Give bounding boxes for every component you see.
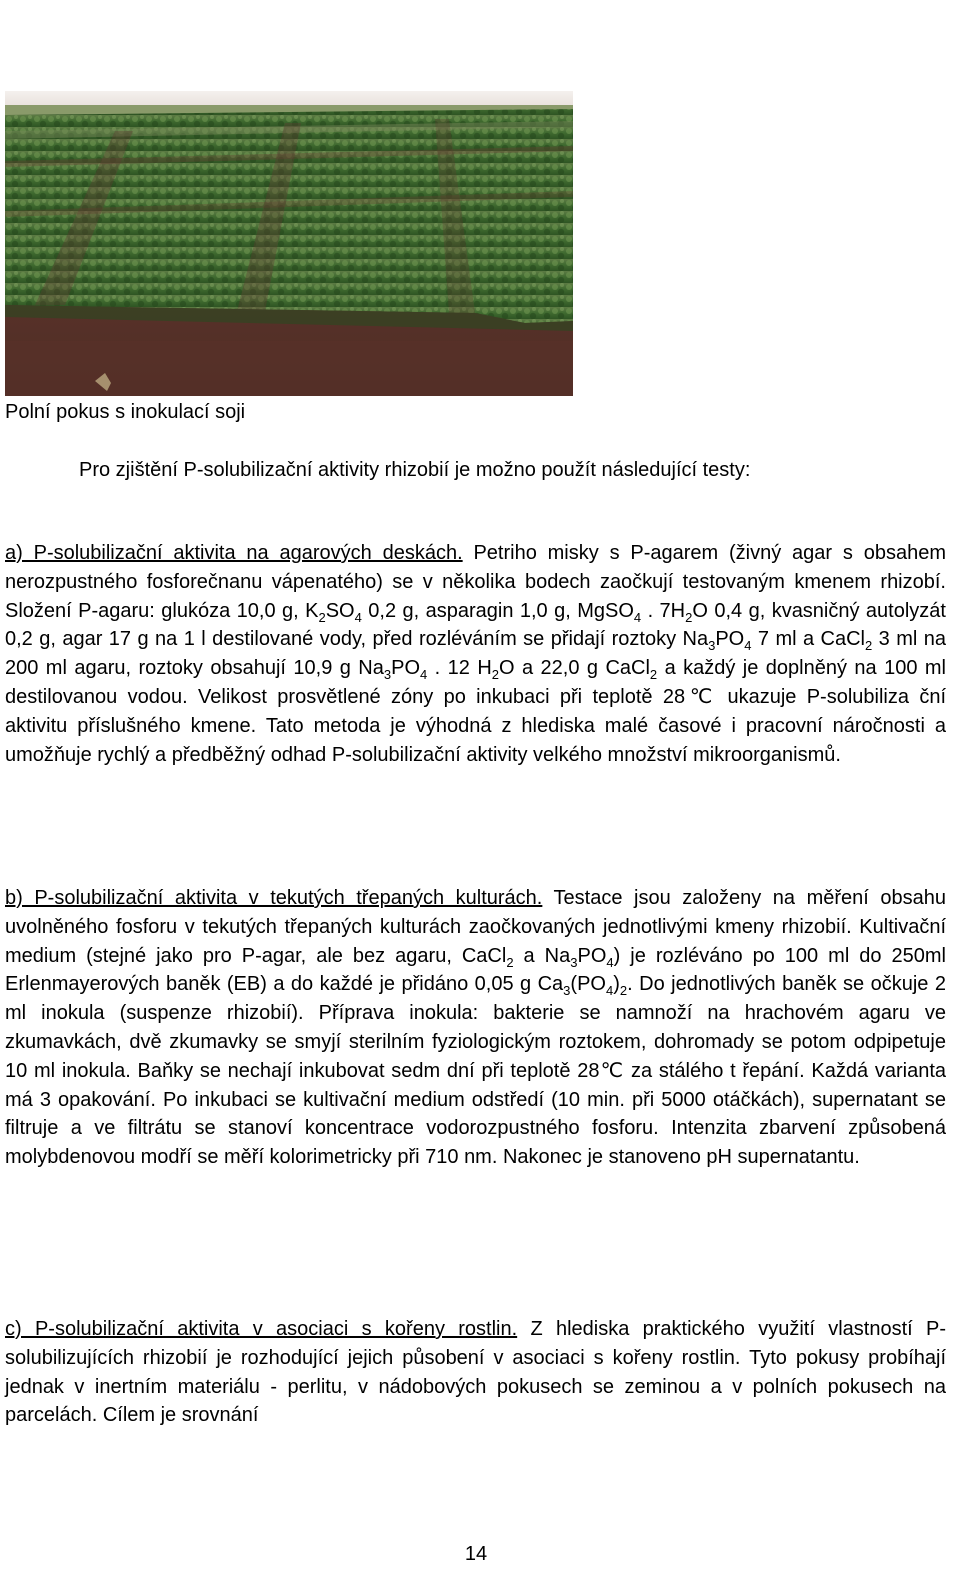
photo-caption: Polní pokus s inokulací soji — [5, 401, 246, 423]
section-a-heading: a) P-solubilizační aktivita na agarových deskách. — [5, 542, 463, 564]
page-number: 14 — [464, 1543, 488, 1565]
section-c-paragraph: c) P-solubilizační aktivita v asociaci s kořeny rostlin. Z hlediska praktického využití vlastností P-solubilizujících rhizobií je rozhodující jejich působení v asociaci s kořeny rostlin. Tyto pokusy probíhají jednak v inertním materiálu - perlitu, v nádobových pokusech se zeminou a v polních pokusech na parcelách. Cílem je srovnání — [5, 1318, 946, 1427]
field-trial-photo — [5, 91, 573, 396]
section-c-heading: c) P-solubilizační aktivita v asociaci s kořeny rostlin. — [5, 1318, 518, 1340]
section-b-heading: b) P-solubilizační aktivita v tekutých třepaných kulturách. — [5, 887, 543, 909]
intro-text: Pro zjištění P-solubilizační aktivity rhizobií je možno použít následující testy: — [79, 459, 751, 481]
section-a-paragraph: a) P-solubilizační aktivita na agarových deskách. Petriho misky s P-agarem (živný agar s obsahem nerozpustného fosforečnanu vápenatého) se v několika bodech zaočkují testovaným kmenem rhizobí. Složení P-agaru: glukóza 10,0 g, $K_2SO_4$ 0,2 g, asparagin 1,0 g, MgSO$_4$ . $7H_2O$ 0,4 g, kvasničný autolyzát 0,2 g, agar 17 g na 1 l destilované vody, před rozléváním se přidají roztoky $Na_3PO_4$ 7 ml a CaCl$_2$ 3 ml na 200 ml agaru, roztoky obsahují 10,9 g $Na_3PO_4$ . 12 $H_2O$ a 22,0 g CaCl$_2$ a každý je doplněný na 100 ml destilovanou vodou. Velikost prosvětlené zóny po inkubaci při teplotě 28℃ ukazuje P-solubiliza ční aktivitu příslušného kmene. Tato metoda je výhodná z hlediska malé časové i pracovní náročnosti a umožňuje rychlý a předběžný odhad P-solubilizační aktivity velkého množství mikroorganismů. — [5, 542, 946, 766]
section-b-paragraph: b) P-solubilizační aktivita v tekutých třepaných kulturách. Testace jsou založeny na měření obsahu uvolněného fosforu v tekutých třepaných kulturách zaočkovaných jednotlivými kmeny rhizobií. Kultivační medium (stejné jako pro P-agar, ale bez agaru, CaCl$_2$ a $Na_3PO_4$) je rozléváno po 100 ml do 250ml Erlenmayerových baněk (EB) a do každé je přidáno 0,05 g $Ca_3(PO_4)_2$. Do jednotlivých baněk se očkuje 2 ml inokula (suspenze rhizobií). Příprava inokula: bakterie se namnoží na hrachovém agaru ve zkumavkách, dvě zkumavky se smyjí sterilním fyziologickým roztokem, dohromady se potom odpipetuje 10 ml inokula. Baňky se nechají inkubovat sedm dní při teplotě 28℃ za stálého t řepání. Každá varianta má 3 opakování. Po inkubaci se kultivační medium odstředí (10 min. při 5000 otáčkách), supernatant se filtruje a ve filtrátu se stanoví koncentrace vodorozpustného fosforu. Intenzita zbarvení způsobená molybdenovou modří se měří kolorimetricky při 710 nm. Nakonec je stanoveno pH supernatantu. — [5, 887, 947, 1169]
